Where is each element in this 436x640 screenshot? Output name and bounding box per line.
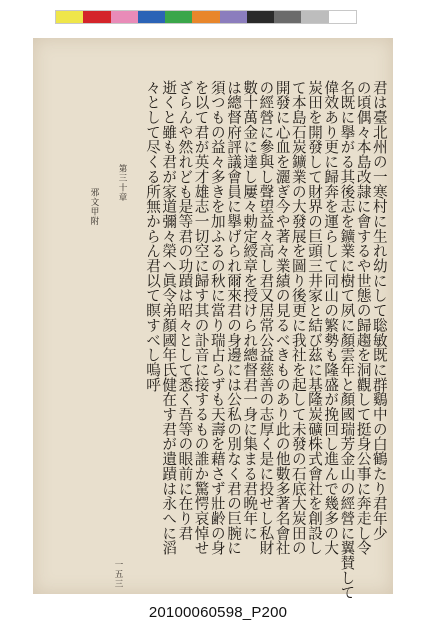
text-column: て本島石炭鑛業の大發展を圖り後更に我社を起して未發の石底大炭田の (289, 80, 307, 556)
text-column: 逝くと雖も君が家道彌々榮へ眞令弟顏國年氏健在す君が遺蹟は永へに滔 (160, 80, 178, 556)
chapter-heading: 第三十章 (117, 164, 127, 202)
calibration-swatch (220, 11, 247, 23)
author-marker: 邪文甲附 (89, 188, 99, 226)
calibration-swatch (111, 11, 138, 23)
text-column: は總督府評議會員に擧げられ爾來君の身邊には公私の別なく君の巨腕に (225, 80, 243, 556)
text-column: ざらんや然れども是等君の功蹟は昭々として悉く吾等の眼前に在り君 (176, 80, 194, 541)
calibration-swatch (247, 11, 274, 23)
document-page (33, 38, 393, 600)
text-column: の頃偶々本島改隷に會するや世態の歸趨を洞觀して挺身公事に奔走し令 (354, 80, 372, 556)
body-text (144, 80, 388, 600)
calibration-swatch (301, 11, 328, 23)
text-column: の經營に參與し聲望益々高し君又居常公益慈善の志厚く是に投せし私財 (257, 80, 275, 556)
page-number: 一五三 (113, 560, 123, 589)
text-column: 須つもの益々多きを加ふるの秋に當り瑞占らずも天壽を藉さず壯齢の身 (208, 80, 226, 556)
text-column: 名既に擧がる其後志を鑛業に樹て夙に顏雲年と顏國瑞芳金山の經營に翼賛して (338, 80, 356, 600)
calibration-swatch (192, 11, 219, 23)
text-column: 開發に心血を灑ぎ今や著々業績の見るべきものあり此の他數多著名會社 (273, 80, 291, 556)
calibration-swatch (165, 11, 192, 23)
image-caption: 20100060598_P200 (148, 604, 288, 621)
text-column: 炭田を開發して財界の巨頭三井家と結び茲に基隆炭礦株式會社を創設し (306, 80, 324, 556)
calibration-swatch (138, 11, 165, 23)
calibration-swatch (56, 11, 83, 23)
text-column: 々として尽くる所無からん君以て瞑すべし嗚呼 (144, 80, 161, 392)
text-column: 君は臺北州の一寒村に生れ幼にして聡敏既に群鷄中の白鶴たり君年少 (370, 80, 388, 541)
text-column: を以て君が英才雄志一切空に歸す其の訃音に接するもの誰か驚愕哀悼せ (192, 80, 210, 556)
calibration-swatch (83, 11, 110, 23)
text-column: 數十萬金に達し屢々勅定綬章を授けられ總督君一身に集まる君晩年に (241, 80, 259, 541)
text-column: 偉效あり更に歸奔を運らして同山の繁勢も隆盛が挽回し進んで幾多の大 (322, 80, 340, 556)
color-calibration-bar (55, 10, 357, 24)
calibration-swatch (329, 11, 356, 23)
calibration-swatch (274, 11, 301, 23)
